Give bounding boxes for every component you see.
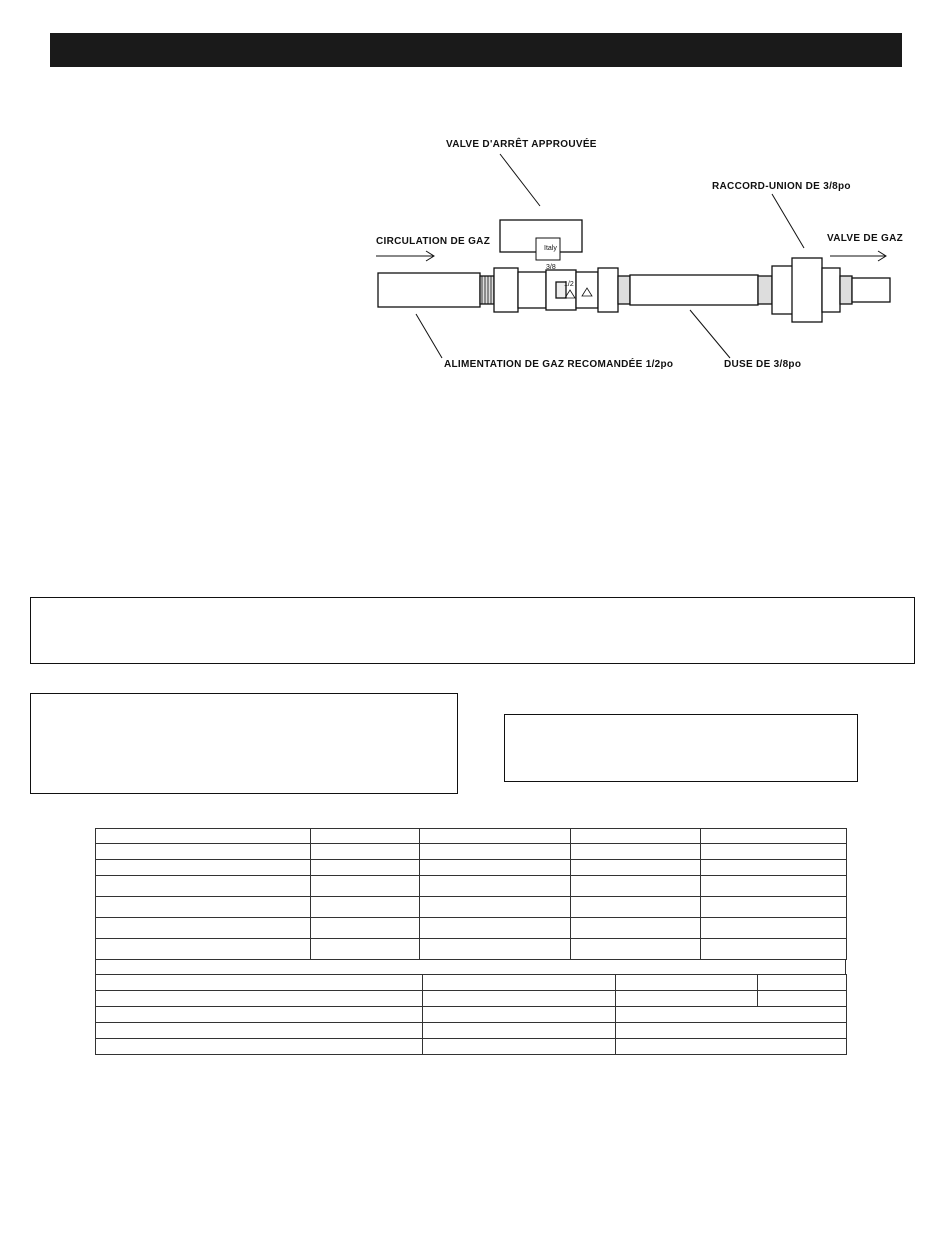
table-cell — [420, 918, 571, 939]
table-cell — [96, 1023, 423, 1039]
notice-box-wide — [30, 597, 915, 664]
left-nut — [494, 268, 518, 312]
table-cell — [571, 897, 701, 918]
table-cell — [96, 844, 311, 860]
table-cell — [701, 918, 847, 939]
table-cell — [701, 939, 847, 960]
table-row — [96, 918, 847, 939]
table-cell — [96, 860, 311, 876]
table-cell — [96, 991, 423, 1007]
label-supply: ALIMENTATION DE GAZ RECOMANDÉE 1/2po — [444, 359, 674, 370]
table-cell — [758, 975, 847, 991]
table-cell — [616, 991, 758, 1007]
pipe-assembly-drawing — [360, 130, 920, 380]
right-nut — [598, 268, 618, 312]
leader-union — [772, 194, 804, 248]
table-row — [96, 844, 847, 860]
table-cell — [616, 1039, 847, 1055]
spec-table-mid — [95, 974, 847, 1007]
notice-box-left — [30, 693, 458, 794]
table-cell — [311, 829, 420, 844]
table-cell — [423, 1007, 616, 1023]
table-cell — [758, 991, 847, 1007]
table-cell — [420, 844, 571, 860]
table-cell — [96, 1039, 423, 1055]
table-cell — [96, 975, 423, 991]
table-cell — [571, 939, 701, 960]
flow-arrow-icon — [376, 251, 434, 261]
table-cell — [571, 829, 701, 844]
table-cell — [96, 1007, 423, 1023]
valve-handle-mark: Italy — [544, 245, 557, 252]
table-cell — [420, 829, 571, 844]
table-cell — [701, 844, 847, 860]
label-shutoff-valve: VALVE D'ARRÊT APPROUVÉE — [446, 139, 597, 150]
valve-body-left — [518, 272, 546, 308]
spec-table — [95, 828, 846, 1055]
table-row — [96, 1007, 847, 1023]
thread-mid — [618, 276, 630, 304]
leader-shutoff — [500, 154, 540, 206]
outlet-arrow-icon — [830, 251, 886, 261]
table-row — [96, 829, 847, 844]
table-cell — [96, 918, 311, 939]
thread-right — [758, 276, 772, 304]
table-cell — [96, 897, 311, 918]
table-row — [96, 960, 846, 975]
table-row — [96, 876, 847, 897]
table-cell — [311, 897, 420, 918]
table-cell — [420, 939, 571, 960]
union-left — [772, 266, 794, 314]
spec-table-span — [95, 959, 846, 975]
notice-box-right — [504, 714, 858, 782]
section-header-bar — [50, 33, 902, 67]
table-cell — [96, 939, 311, 960]
table-cell — [616, 1007, 847, 1023]
valve-size-top: 3/8 — [546, 264, 556, 271]
supply-pipe — [378, 273, 480, 307]
label-gas-flow: CIRCULATION DE GAZ — [376, 236, 491, 247]
spec-table-top — [95, 828, 847, 960]
table-cell — [701, 876, 847, 897]
table-row — [96, 991, 847, 1007]
leader-supply — [416, 314, 442, 358]
union-body — [792, 258, 822, 322]
gas-connection-diagram — [360, 130, 920, 380]
table-cell-span — [96, 960, 846, 975]
spec-table-bottom — [95, 1006, 847, 1055]
table-cell — [701, 860, 847, 876]
table-cell — [311, 844, 420, 860]
table-cell — [420, 860, 571, 876]
table-cell — [571, 844, 701, 860]
table-cell — [701, 897, 847, 918]
table-cell — [423, 991, 616, 1007]
table-cell — [701, 829, 847, 844]
table-cell — [420, 876, 571, 897]
table-row — [96, 860, 847, 876]
table-cell — [423, 975, 616, 991]
label-gas-valve: VALVE DE GAZ — [827, 233, 904, 244]
table-cell — [420, 897, 571, 918]
table-cell — [96, 829, 311, 844]
table-cell — [571, 876, 701, 897]
table-cell — [311, 939, 420, 960]
table-cell — [423, 1023, 616, 1039]
table-cell — [616, 975, 758, 991]
outlet-pipe — [852, 278, 890, 302]
valve-size-side: 1/2 — [564, 281, 574, 288]
table-row — [96, 1039, 847, 1055]
table-cell — [423, 1039, 616, 1055]
table-row — [96, 897, 847, 918]
table-cell — [311, 918, 420, 939]
table-row — [96, 1023, 847, 1039]
label-nozzle: DUSE DE 3/8po — [724, 359, 802, 370]
table-cell — [311, 860, 420, 876]
table-cell — [571, 918, 701, 939]
label-union: RACCORD-UNION DE 3/8po — [712, 181, 851, 192]
table-row — [96, 975, 847, 991]
table-row — [96, 939, 847, 960]
leader-nozzle — [690, 310, 730, 358]
table-cell — [571, 860, 701, 876]
table-cell — [96, 876, 311, 897]
table-cell — [311, 876, 420, 897]
nozzle-pipe — [630, 275, 758, 305]
thread-left — [480, 276, 494, 304]
table-cell — [616, 1023, 847, 1039]
